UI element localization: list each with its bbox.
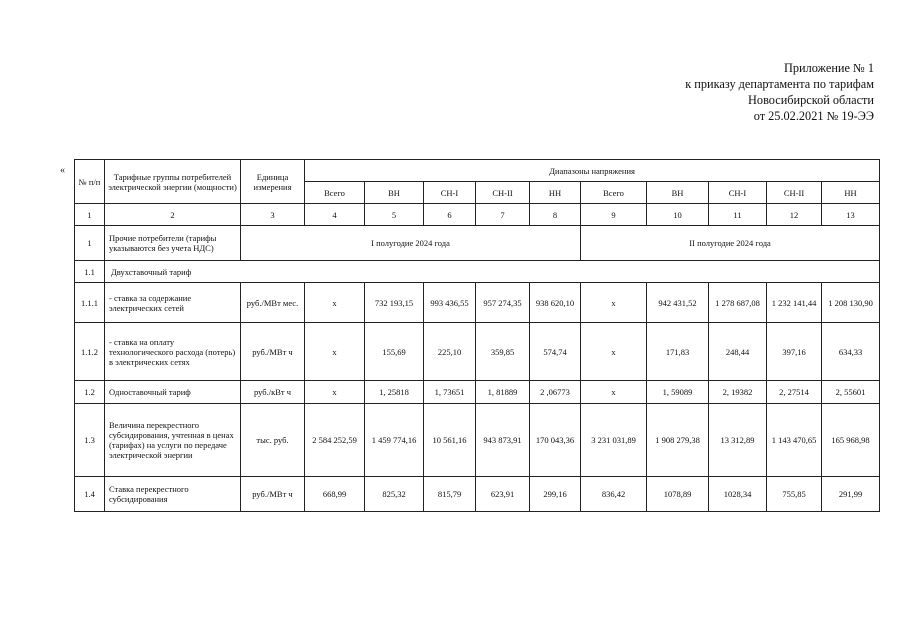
- row-name: Прочие потребители (тарифы указываются без учета НДС): [105, 226, 241, 261]
- row-name: - ставка за содержание электрических сетей: [105, 283, 241, 323]
- table-cell: 248,44: [709, 323, 767, 381]
- table-cell: 836,42: [581, 477, 647, 512]
- column-number: 9: [581, 204, 647, 226]
- table-cell: 825,32: [365, 477, 424, 512]
- table-cell: 1028,34: [709, 477, 767, 512]
- row-unit: руб./МВт ч: [241, 477, 305, 512]
- table-cell: 165 968,98: [822, 404, 880, 477]
- table-cell: 2 ,06773: [530, 381, 581, 404]
- header-level: Всего: [581, 182, 647, 204]
- table-cell: 815,79: [424, 477, 476, 512]
- appendix-title: Приложение № 1: [783, 61, 874, 75]
- period-first-half: I полугодие 2024 года: [241, 226, 581, 261]
- header-row-top: [75, 160, 880, 182]
- opening-quote-mark: «: [60, 165, 65, 176]
- table-cell: 1 143 470,65: [767, 404, 822, 477]
- column-number-row: [75, 204, 880, 226]
- header-level: НН: [822, 182, 880, 204]
- table-row-1-3: [75, 404, 880, 477]
- column-number: 5: [365, 204, 424, 226]
- table-cell: 732 193,15: [365, 283, 424, 323]
- table-cell: 1078,89: [647, 477, 709, 512]
- order-date-number: от 25.02.2021 № 19-ЭЭ: [753, 109, 874, 123]
- row-unit: руб./МВт мес.: [241, 283, 305, 323]
- table-cell: 1 908 279,38: [647, 404, 709, 477]
- header-unit: Единица измерения: [241, 160, 305, 204]
- table-cell: 574,74: [530, 323, 581, 381]
- table-cell: 359,85: [476, 323, 530, 381]
- table-cell: 2, 55601: [822, 381, 880, 404]
- row-number: 1.1.1: [75, 283, 105, 323]
- table-row-1-1-2: [75, 323, 880, 381]
- column-number: 6: [424, 204, 476, 226]
- table-cell: 943 873,91: [476, 404, 530, 477]
- table-cell: 2, 19382: [709, 381, 767, 404]
- table-cell: 1, 73651: [424, 381, 476, 404]
- table-cell: 155,69: [365, 323, 424, 381]
- header-level: СН-II: [767, 182, 822, 204]
- table-cell: 171,83: [647, 323, 709, 381]
- table-cell: х: [581, 283, 647, 323]
- header-consumer-group: Тарифные группы потребителей электрической энергии (мощности): [105, 160, 241, 204]
- table-cell: 397,16: [767, 323, 822, 381]
- column-number: 12: [767, 204, 822, 226]
- row-number: 1.1: [75, 261, 105, 283]
- table-cell: 1 232 141,44: [767, 283, 822, 323]
- column-number: 2: [105, 204, 241, 226]
- column-number: 1: [75, 204, 105, 226]
- column-number: 10: [647, 204, 709, 226]
- region-name: Новосибирской области: [748, 93, 874, 107]
- column-number: 11: [709, 204, 767, 226]
- table-cell: 755,85: [767, 477, 822, 512]
- table-cell: 2 584 252,59: [305, 404, 365, 477]
- table-cell: х: [581, 381, 647, 404]
- row-unit: тыс. руб.: [241, 404, 305, 477]
- table-cell: 1, 81889: [476, 381, 530, 404]
- row-name: Двухставочный тариф: [105, 261, 880, 283]
- row-number: 1: [75, 226, 105, 261]
- table-cell: 10 561,16: [424, 404, 476, 477]
- header-voltage-ranges: Диапазоны напряжения: [305, 160, 880, 182]
- table-cell: 634,33: [822, 323, 880, 381]
- table-cell: х: [305, 323, 365, 381]
- table-row-1-1: [75, 261, 880, 283]
- row-name: Одноставочный тариф: [105, 381, 241, 404]
- table-row-1-2: [75, 381, 880, 404]
- table-cell: 13 312,89: [709, 404, 767, 477]
- header-level: ВН: [647, 182, 709, 204]
- period-second-half: II полугодие 2024 года: [581, 226, 880, 261]
- table-cell: 938 620,10: [530, 283, 581, 323]
- table-cell: 291,99: [822, 477, 880, 512]
- header-num: № п/п: [75, 160, 105, 204]
- row-name: - ставка на оплату технологического расхода (потерь) в электрических сетях: [105, 323, 241, 381]
- table-cell: 170 043,36: [530, 404, 581, 477]
- row-name: Величина перекрестного субсидирования, учтенная в ценах (тарифах) на услуги по передаче электрической энергии: [105, 404, 241, 477]
- column-number: 8: [530, 204, 581, 226]
- column-number: 7: [476, 204, 530, 226]
- header-level: ВН: [365, 182, 424, 204]
- table-cell: 3 231 031,89: [581, 404, 647, 477]
- table-cell: 225,10: [424, 323, 476, 381]
- table-cell: 993 436,55: [424, 283, 476, 323]
- row-number: 1.1.2: [75, 323, 105, 381]
- column-number: 13: [822, 204, 880, 226]
- header-level: Всего: [305, 182, 365, 204]
- header-level: СН-I: [424, 182, 476, 204]
- table-cell: 1, 59089: [647, 381, 709, 404]
- header-level: СН-I: [709, 182, 767, 204]
- row-number: 1.3: [75, 404, 105, 477]
- table-row-1-4: [75, 477, 880, 512]
- table-cell: х: [581, 323, 647, 381]
- table-cell: 1 208 130,90: [822, 283, 880, 323]
- row-number: 1.2: [75, 381, 105, 404]
- row-name: Ставка перекрестного субсидирования: [105, 477, 241, 512]
- table-row-1-1-1: [75, 283, 880, 323]
- header-level: НН: [530, 182, 581, 204]
- row-unit: руб./МВт ч: [241, 323, 305, 381]
- tariff-table: [74, 159, 880, 512]
- table-cell: 1 459 774,16: [365, 404, 424, 477]
- document-header: [685, 60, 874, 124]
- table-row-1: [75, 226, 880, 261]
- table-cell: 1, 25818: [365, 381, 424, 404]
- table-cell: 942 431,52: [647, 283, 709, 323]
- row-number: 1.4: [75, 477, 105, 512]
- header-level: СН-II: [476, 182, 530, 204]
- table-cell: 623,91: [476, 477, 530, 512]
- order-reference: к приказу департамента по тарифам: [685, 77, 874, 91]
- column-number: 3: [241, 204, 305, 226]
- table-cell: 957 274,35: [476, 283, 530, 323]
- table-cell: х: [305, 283, 365, 323]
- table-cell: 1 278 687,08: [709, 283, 767, 323]
- row-unit: руб./кВт ч: [241, 381, 305, 404]
- column-number: 4: [305, 204, 365, 226]
- table-cell: 299,16: [530, 477, 581, 512]
- table-cell: 2, 27514: [767, 381, 822, 404]
- table-cell: х: [305, 381, 365, 404]
- table-cell: 668,99: [305, 477, 365, 512]
